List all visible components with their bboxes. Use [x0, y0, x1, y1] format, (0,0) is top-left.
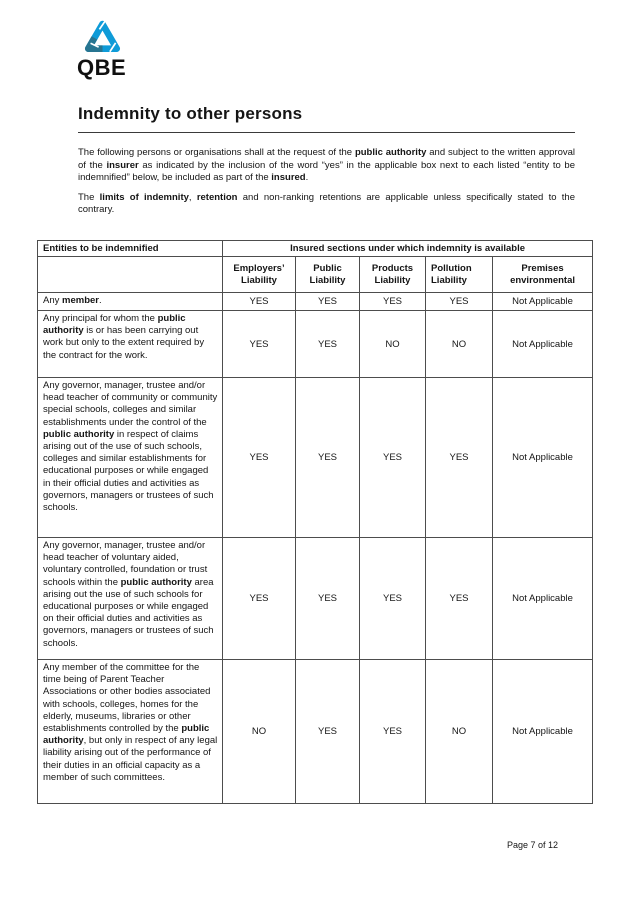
indemnity-value-cell: YES	[296, 378, 360, 538]
indemnity-value-cell: YES	[296, 538, 360, 660]
entity-cell: Any member of the committee for the time being of Parent Teacher Associations or other bodies associated with schools, colleges, homes for the elderly, museums, libraries or other establishments controlled by the public authority, but only in respect of any legal liability arising out of the performance of their duties in an official capacity as a member of such committees.	[38, 660, 223, 804]
intro-paragraph-1: The following persons or organisations shall at the request of the public authority and subject to the written approval of the insurer as indicated by the inclusion of the word “yes” in the applicable box next to each listed “entity to be indemnified” below, be included as part of the insured.	[78, 147, 576, 184]
indemnity-value-cell: YES	[223, 538, 296, 660]
page-number: Page 7 of 12	[506, 840, 558, 850]
qbe-logo-text: QBE	[77, 55, 127, 80]
indemnity-value-cell: Not Applicable	[493, 293, 593, 311]
table-row	[38, 311, 593, 378]
indemnity-value-cell: Not Applicable	[493, 538, 593, 660]
indemnity-value-cell: YES	[296, 293, 360, 311]
indemnity-value-cell: YES	[426, 293, 493, 311]
column-header-row	[38, 257, 593, 293]
column-header-cell: Premises environmental	[493, 257, 593, 293]
table-row	[38, 293, 593, 311]
indemnity-value-cell: Not Applicable	[493, 660, 593, 804]
indemnity-value-cell: YES	[360, 378, 426, 538]
indemnity-value-cell: Not Applicable	[493, 378, 593, 538]
content-area	[78, 104, 575, 217]
indemnity-table	[37, 240, 593, 804]
entity-cell: Any governor, manager, trustee and/or head teacher of community or community special schools, colleges and similar establishments under the control of the public authority in respect of claims arising out of the use of such schools, colleges and similar establishments for educational purposes or while engaged in their official duties and activities as governors, managers or trustees of such schools.	[38, 378, 223, 538]
entities-header-cell: Entities to be indemnified	[38, 241, 223, 257]
indemnity-value-cell: NO	[360, 311, 426, 378]
column-header-cell: Employers’ Liability	[223, 257, 296, 293]
indemnity-value-cell: YES	[360, 660, 426, 804]
indemnity-value-cell: NO	[426, 311, 493, 378]
column-header-cell: Pollution Liability	[426, 257, 493, 293]
table-row	[38, 660, 593, 804]
indemnity-value-cell: YES	[223, 293, 296, 311]
column-header-cell: Public Liability	[296, 257, 360, 293]
qbe-logo	[77, 19, 126, 79]
indemnity-value-cell: YES	[296, 311, 360, 378]
indemnity-value-cell: YES	[426, 538, 493, 660]
indemnity-value-cell: YES	[360, 293, 426, 311]
column-header-cell: Products Liability	[360, 257, 426, 293]
entity-cell: Any governor, manager, trustee and/or head teacher of voluntary aided, voluntary controlled, foundation or trust schools within the public authority area arising out the use of such schools for educational purposes or while engaged on their official duties and activities as governors, managers or trustees of such schools.	[38, 538, 223, 660]
indemnity-value-cell: NO	[223, 660, 296, 804]
table-row	[38, 378, 593, 538]
indemnity-value-cell: NO	[426, 660, 493, 804]
entity-cell: Any principal for whom the public authority is or has been carrying out work but only to the extent required by the contract for the work.	[38, 311, 223, 378]
indemnity-value-cell: YES	[296, 660, 360, 804]
table-row	[38, 538, 593, 660]
intro-paragraph-2: The limits of indemnity, retention and non-ranking retentions are applicable unless specifically stated to the contrary.	[78, 191, 575, 216]
table-body	[38, 293, 593, 804]
indemnity-value-cell: Not Applicable	[493, 311, 593, 378]
indemnity-value-cell: YES	[426, 378, 493, 538]
sections-header-cell: Insured sections under which indemnity is available	[223, 241, 593, 257]
empty-header-cell	[38, 257, 223, 293]
entity-cell: Any member.	[38, 293, 223, 311]
indemnity-value-cell: YES	[360, 538, 426, 660]
section-header-row	[38, 241, 593, 257]
qbe-knot-icon	[84, 19, 121, 56]
indemnity-value-cell: YES	[223, 378, 296, 538]
indemnity-value-cell: YES	[223, 311, 296, 378]
page-title: Indemnity to other persons	[78, 104, 575, 133]
